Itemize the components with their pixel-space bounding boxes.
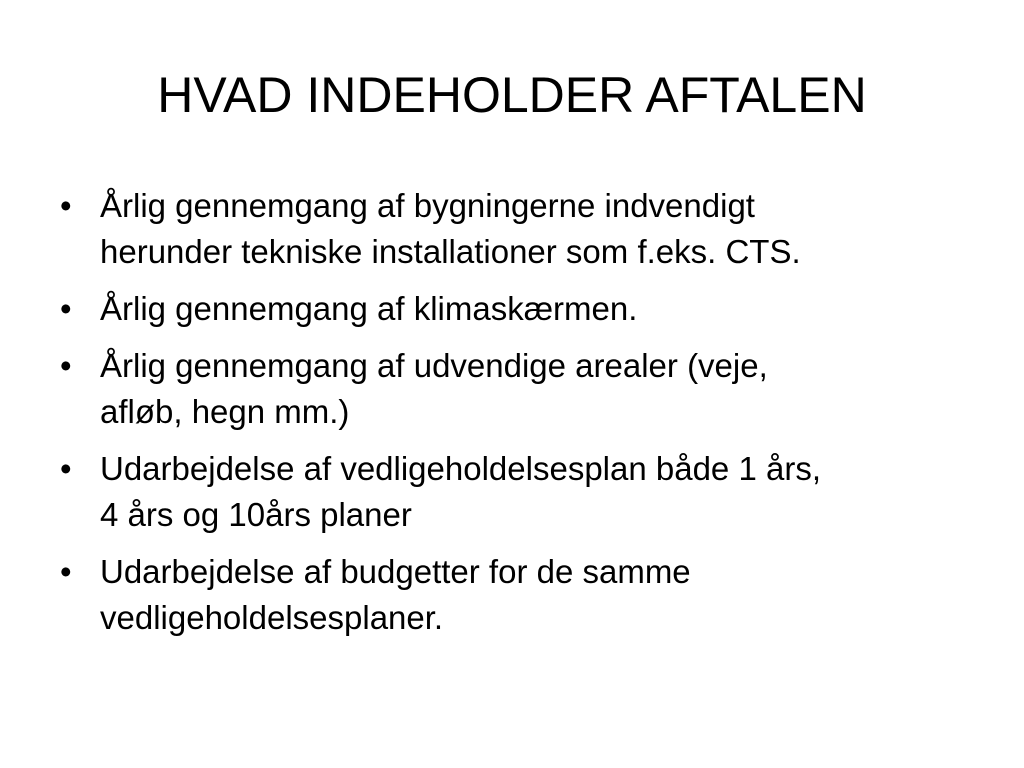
bullet-icon: • [60,290,72,327]
bullet-item [60,549,960,641]
bullet-text-line: Årlig gennemgang af udvendige arealer (veje, [100,347,768,384]
bullet-item [60,183,960,275]
bullet-text-line: Årlig gennemgang af klimaskærmen. [100,290,638,327]
bullet-text-line: 4 års og 10års planer [100,496,412,533]
bullet-icon: • [60,347,72,384]
bullet-text-line: vedligeholdelsesplaner. [100,599,444,636]
bullet-text-line: herunder tekniske installationer som f.eks. CTS. [100,233,801,270]
bullet-text-line: afløb, hegn mm.) [100,393,350,430]
bullet-list [60,183,960,652]
slide-title: HVAD INDEHOLDER AFTALEN [157,67,867,123]
bullet-item [60,343,960,435]
bullet-icon: • [60,187,72,224]
bullet-item [60,446,960,538]
bullet-item [60,286,960,332]
bullet-icon: • [60,450,72,487]
bullet-text-line: Udarbejdelse af vedligeholdelsesplan både 1 års, [100,450,821,487]
bullet-text-line: Årlig gennemgang af bygningerne indvendigt [100,187,755,224]
bullet-text-line: Udarbejdelse af budgetter for de samme [100,553,691,590]
bullet-icon: • [60,553,72,590]
